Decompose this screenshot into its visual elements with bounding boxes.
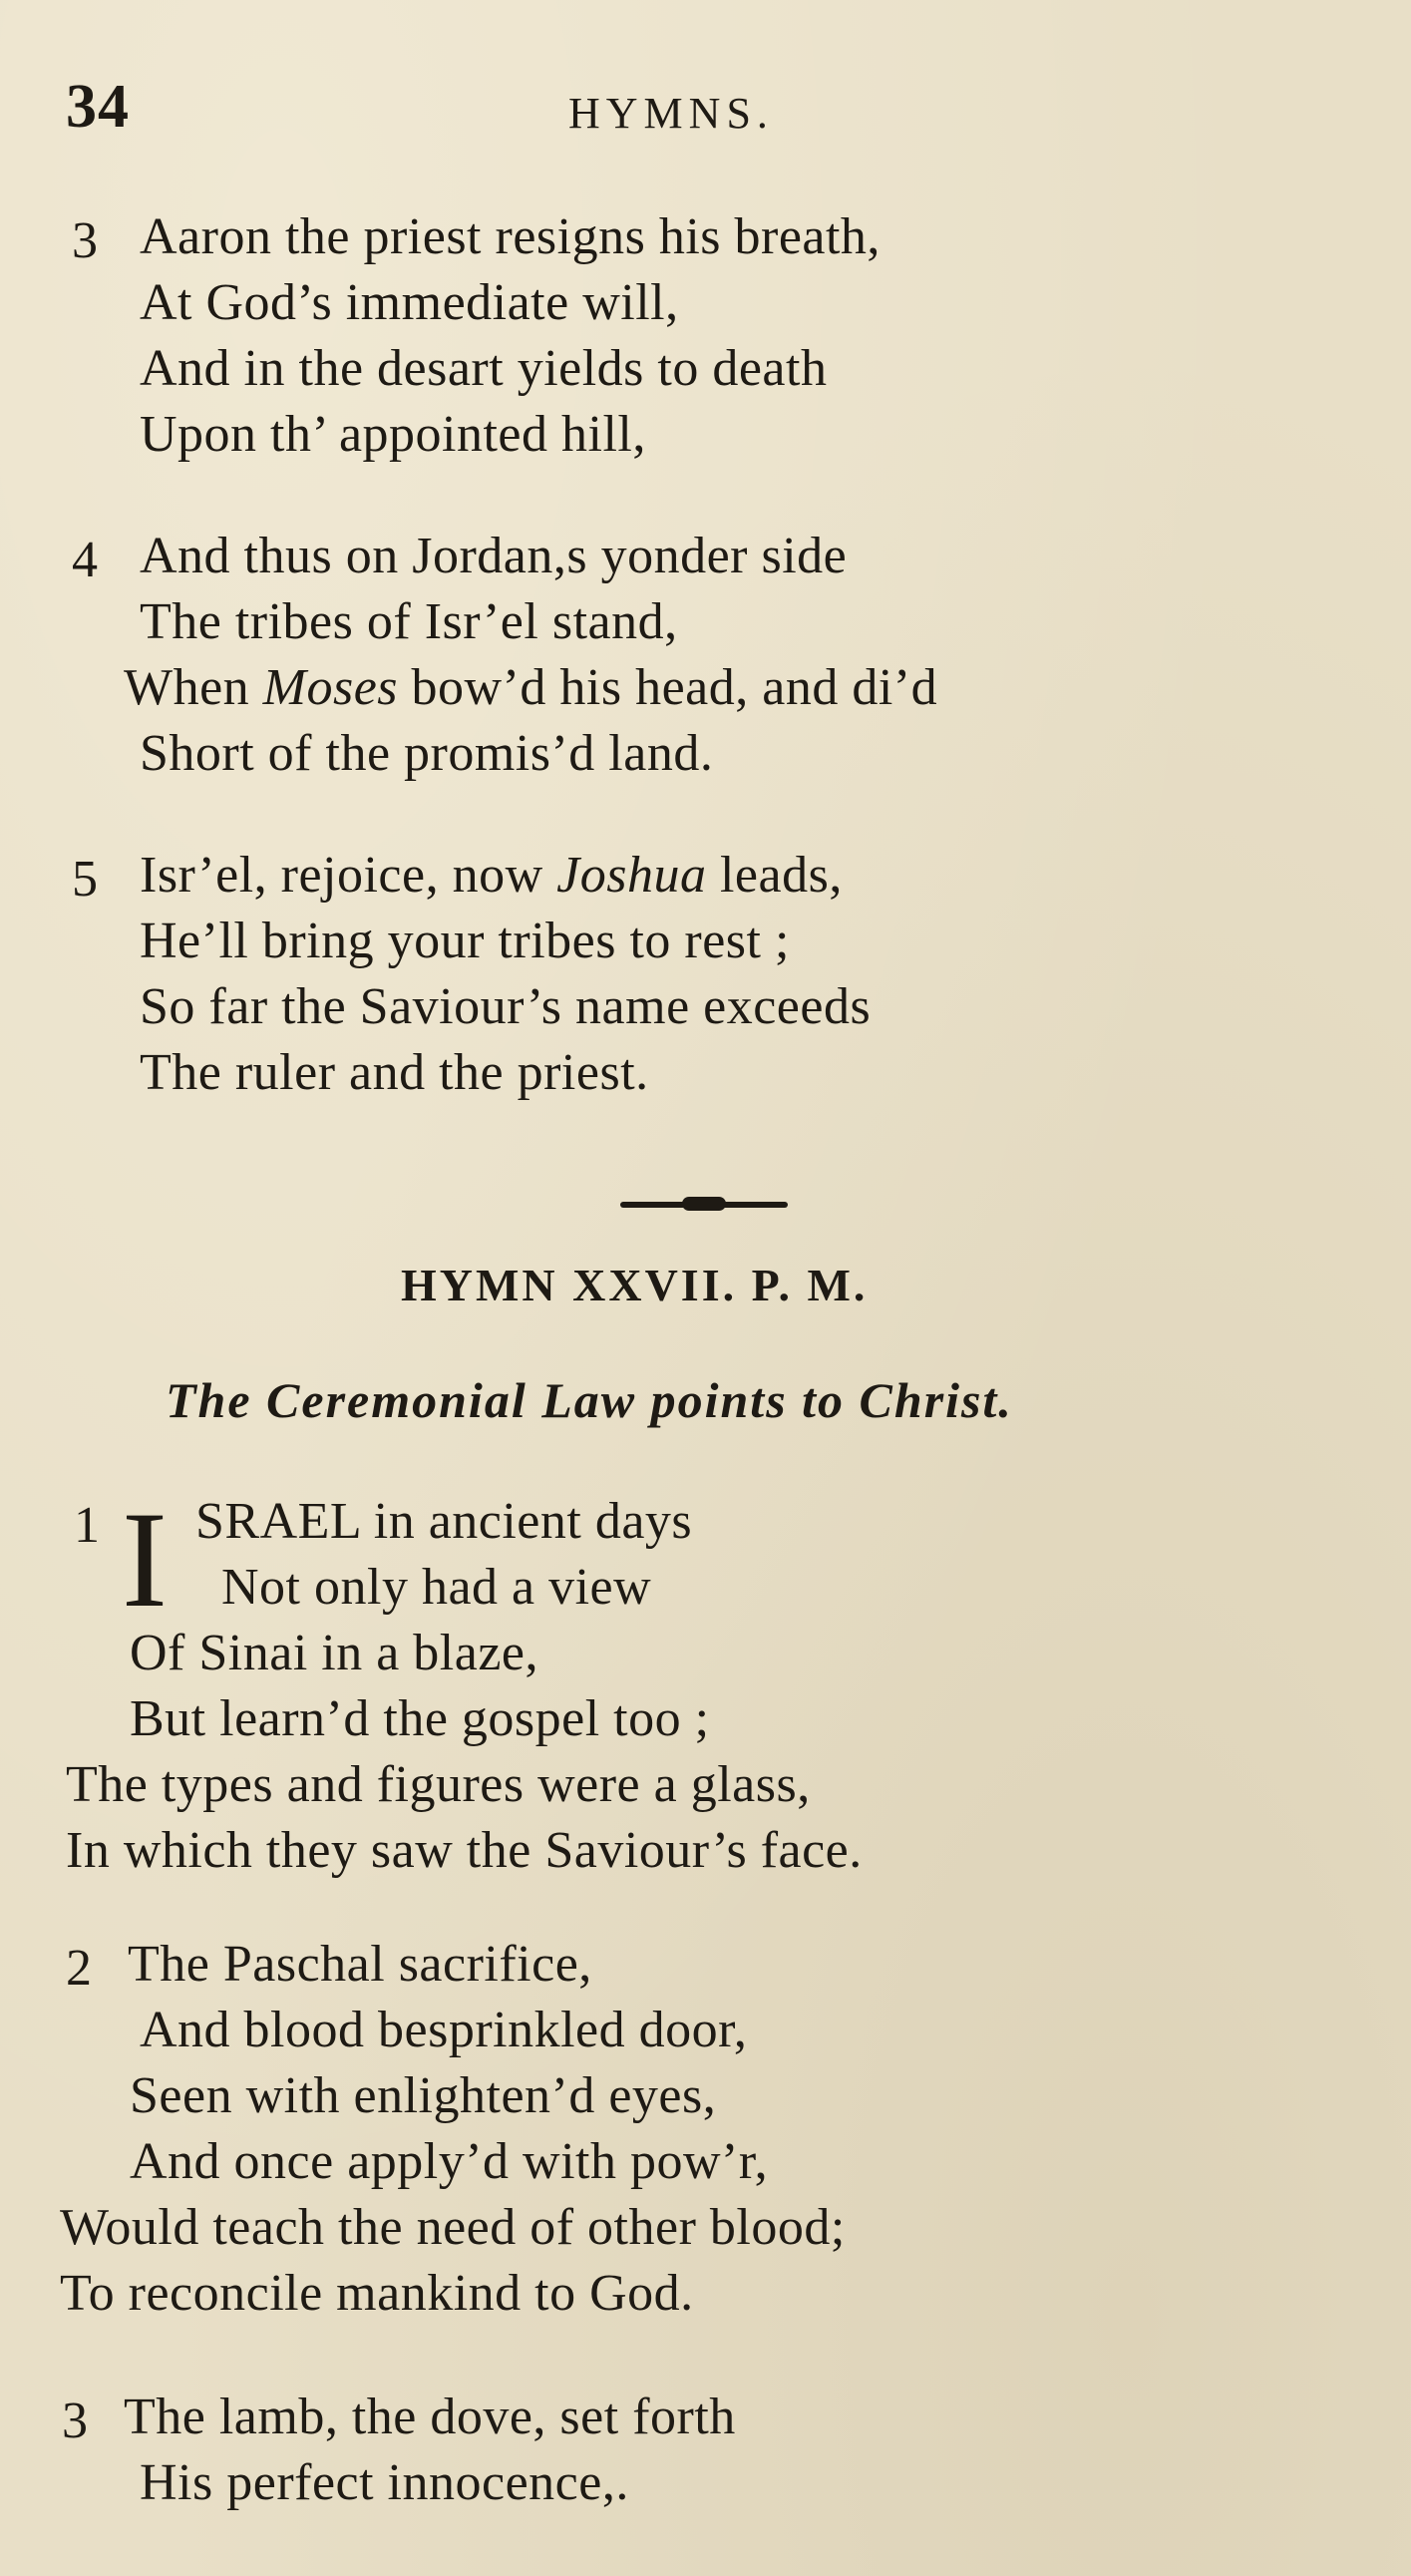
- verse-line: And once apply’d with pow’r,: [130, 2133, 769, 2190]
- verse-line: Not only had a view: [221, 1559, 652, 1616]
- verse-line: The lamb, the dove, set forth: [124, 2389, 736, 2445]
- verse-line: His perfect innocence,.: [140, 2454, 629, 2511]
- verse-line: The tribes of Isr’el stand,: [140, 593, 678, 650]
- verse-line: But learn’d the gospel too ;: [130, 1690, 710, 1747]
- verse-line: So far the Saviour’s name exceeds: [140, 978, 872, 1035]
- verse-line: Aaron the priest resigns his breath,: [140, 208, 881, 265]
- verse-line: At God’s immediate will,: [140, 274, 679, 331]
- page-number: 34: [66, 73, 130, 141]
- verse-line: Seen with enlighten’d eyes,: [130, 2067, 717, 2124]
- stanza-number: 4: [72, 532, 98, 588]
- stanza-number: 5: [72, 851, 98, 908]
- running-head: HYMNS.: [568, 89, 774, 138]
- verse-line: Isr’el, rejoice, now Joshua leads,: [140, 847, 843, 904]
- verse-line: Of Sinai in a blaze,: [130, 1625, 538, 1681]
- verse-line: To reconcile mankind to God.: [60, 2265, 694, 2322]
- verse-line: The ruler and the priest.: [140, 1044, 649, 1101]
- verse-line: And thus on Jordan,s yonder side: [140, 528, 848, 584]
- stanza-number: 3: [72, 212, 98, 269]
- hymn-title: HYMN XXVII. P. M.: [401, 1260, 869, 1310]
- verse-line: The Paschal sacrifice,: [128, 1936, 592, 1993]
- verse-line: In which they saw the Saviour’s face.: [66, 1822, 863, 1879]
- verse-line: He’ll bring your tribes to rest ;: [140, 913, 790, 969]
- verse-line: And in the desart yields to death: [140, 340, 828, 397]
- ornament-rule: [620, 1195, 788, 1213]
- stanza-number: 3: [62, 2392, 88, 2449]
- drop-cap: I: [122, 1483, 168, 1636]
- stanza-number: 1: [74, 1497, 100, 1554]
- verse-line: Upon th’ appointed hill,: [140, 406, 646, 463]
- stanza-number: 2: [66, 1940, 92, 1997]
- verse-line: When Moses bow’d his head, and di’d: [124, 659, 938, 716]
- name-joshua: Joshua: [556, 847, 707, 904]
- verse-line: SRAEL in ancient days: [195, 1493, 693, 1550]
- verse-line: The types and figures were a glass,: [66, 1756, 811, 1813]
- verse-line: Would teach the need of other blood;: [60, 2199, 846, 2256]
- name-moses: Moses: [262, 659, 399, 716]
- verse-line: And blood besprinkled door,: [140, 2002, 748, 2058]
- hymn-subtitle: The Ceremonial Law points to Christ.: [166, 1372, 1013, 1428]
- verse-line: Short of the promis’d land.: [140, 725, 714, 782]
